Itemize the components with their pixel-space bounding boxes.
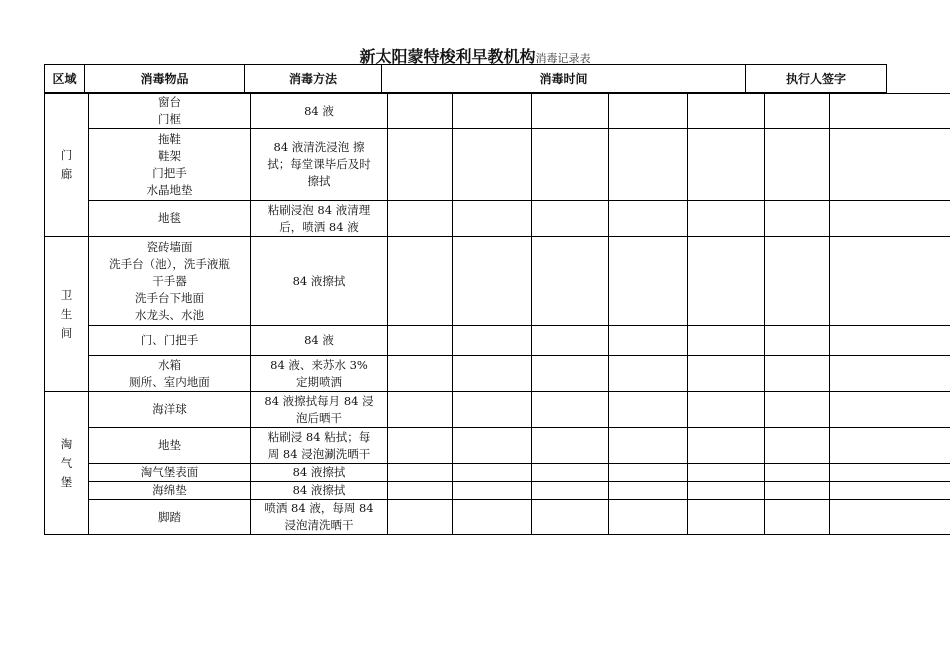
time-entry-cell[interactable] [532, 129, 609, 201]
time-entry-cell[interactable] [453, 500, 532, 535]
header-method: 消毒方法 [245, 65, 382, 93]
signature-cell[interactable] [830, 201, 950, 237]
time-entry-cell[interactable] [765, 326, 830, 356]
time-entry-cell[interactable] [609, 464, 688, 482]
time-entry-cell[interactable] [688, 129, 765, 201]
time-entry-cell[interactable] [388, 94, 453, 129]
time-entry-cell[interactable] [453, 482, 532, 500]
time-entry-cell[interactable] [532, 356, 609, 392]
time-entry-cell[interactable] [688, 392, 765, 428]
time-entry-cell[interactable] [388, 129, 453, 201]
time-entry-cell[interactable] [609, 201, 688, 237]
time-entry-cell[interactable] [609, 392, 688, 428]
signature-cell[interactable] [830, 482, 950, 500]
time-entry-cell[interactable] [532, 428, 609, 464]
time-entry-cell[interactable] [453, 464, 532, 482]
header-row [44, 64, 887, 93]
area-cell [45, 392, 89, 535]
area-char: 卫 [60, 287, 73, 302]
time-entry-cell[interactable] [388, 326, 453, 356]
header-area: 区域 [45, 65, 85, 93]
item-cell: 海绵垫 [89, 482, 251, 500]
header-item: 消毒物品 [85, 65, 245, 93]
table-row [45, 237, 950, 326]
item-cell: 门、门把手 [89, 326, 251, 356]
time-entry-cell[interactable] [453, 129, 532, 201]
method-cell: 84 液清洗浸泡 擦 拭；每堂课毕后及时 擦拭 [251, 129, 388, 201]
signature-cell[interactable] [830, 356, 950, 392]
time-entry-cell[interactable] [532, 237, 609, 326]
time-entry-cell[interactable] [532, 326, 609, 356]
time-entry-cell[interactable] [688, 500, 765, 535]
time-entry-cell[interactable] [609, 356, 688, 392]
time-entry-cell[interactable] [388, 356, 453, 392]
table-row [45, 464, 950, 482]
time-entry-cell[interactable] [532, 201, 609, 237]
time-entry-cell[interactable] [765, 428, 830, 464]
signature-cell[interactable] [830, 428, 950, 464]
table-row [45, 129, 950, 201]
table-row [45, 201, 950, 237]
method-cell: 84 液擦拭 [251, 464, 388, 482]
time-entry-cell[interactable] [765, 482, 830, 500]
time-entry-cell[interactable] [688, 356, 765, 392]
area-char: 门 [60, 148, 73, 162]
time-entry-cell[interactable] [688, 482, 765, 500]
time-entry-cell[interactable] [688, 326, 765, 356]
organization-name: 新太阳蒙特梭利早教机构 [359, 47, 536, 66]
time-entry-cell[interactable] [609, 237, 688, 326]
time-entry-cell[interactable] [765, 201, 830, 237]
item-cell: 海洋球 [89, 392, 251, 428]
method-cell: 84 液擦拭 [251, 237, 388, 326]
header-time: 消毒时间 [382, 65, 746, 93]
header-signer: 执行人签字 [746, 65, 887, 93]
area-cell [45, 94, 89, 237]
area-char: 间 [60, 325, 73, 340]
time-entry-cell[interactable] [688, 464, 765, 482]
time-entry-cell[interactable] [453, 237, 532, 326]
item-cell: 地毯 [89, 201, 251, 237]
table-row [45, 326, 950, 356]
time-entry-cell[interactable] [388, 464, 453, 482]
time-entry-cell[interactable] [532, 392, 609, 428]
time-entry-cell[interactable] [388, 237, 453, 326]
item-cell: 地垫 [89, 428, 251, 464]
method-cell: 喷洒 84 液，每周 84 浸泡清洗晒干 [251, 500, 388, 535]
time-entry-cell[interactable] [609, 94, 688, 129]
time-entry-cell[interactable] [453, 356, 532, 392]
form-name: 消毒记录表 [535, 52, 591, 65]
area-char: 堡 [60, 474, 73, 489]
signature-cell[interactable] [830, 500, 950, 535]
item-cell: 淘气堡表面 [89, 464, 251, 482]
item-cell: 窗台 门框 [89, 94, 251, 129]
time-entry-cell[interactable] [532, 482, 609, 500]
time-entry-cell[interactable] [388, 482, 453, 500]
time-entry-cell[interactable] [765, 356, 830, 392]
table-row [45, 94, 950, 129]
time-entry-cell[interactable] [688, 428, 765, 464]
time-entry-cell[interactable] [388, 500, 453, 535]
area-char: 廊 [60, 167, 73, 181]
table-row [45, 500, 950, 535]
method-cell: 84 液、来苏水 3% 定期喷洒 [251, 356, 388, 392]
time-entry-cell[interactable] [453, 428, 532, 464]
item-cell: 拖鞋 鞋架 门把手 水晶地垫 [89, 129, 251, 201]
item-cell: 水箱 厕所、室内地面 [89, 356, 251, 392]
item-cell: 瓷砖墙面 洗手台（池），洗手液瓶 干手器 洗手台下地面 水龙头、水池 [89, 237, 251, 326]
area-char: 淘 [60, 436, 73, 451]
time-entry-cell[interactable] [532, 464, 609, 482]
area-cell [45, 237, 89, 392]
area-char: 气 [60, 455, 73, 470]
disinfection-table [44, 93, 950, 535]
time-entry-cell[interactable] [453, 94, 532, 129]
item-cell: 脚踏 [89, 500, 251, 535]
method-cell: 84 液擦拭每月 84 浸 泡后晒干 [251, 392, 388, 428]
time-entry-cell[interactable] [532, 500, 609, 535]
signature-cell[interactable] [830, 326, 950, 356]
table-row [45, 428, 950, 464]
signature-cell[interactable] [830, 392, 950, 428]
time-entry-cell[interactable] [765, 129, 830, 201]
time-entry-cell[interactable] [453, 201, 532, 237]
time-entry-cell[interactable] [609, 326, 688, 356]
method-cell: 84 液 [251, 326, 388, 356]
time-entry-cell[interactable] [609, 428, 688, 464]
time-entry-cell[interactable] [453, 326, 532, 356]
method-cell: 粘刷浸 84 粘拭；每 周 84 浸泡涮洗晒干 [251, 428, 388, 464]
time-entry-cell[interactable] [688, 237, 765, 326]
time-entry-cell[interactable] [765, 237, 830, 326]
time-entry-cell[interactable] [765, 464, 830, 482]
time-entry-cell[interactable] [765, 392, 830, 428]
method-cell: 84 液 [251, 94, 388, 129]
time-entry-cell[interactable] [453, 392, 532, 428]
signature-cell[interactable] [830, 129, 950, 201]
time-entry-cell[interactable] [388, 392, 453, 428]
signature-cell[interactable] [830, 237, 950, 326]
table-row [45, 482, 950, 500]
time-entry-cell[interactable] [765, 500, 830, 535]
time-entry-cell[interactable] [765, 94, 830, 129]
time-entry-cell[interactable] [609, 482, 688, 500]
time-entry-cell[interactable] [688, 201, 765, 237]
time-entry-cell[interactable] [388, 201, 453, 237]
area-char: 生 [60, 306, 73, 321]
signature-cell[interactable] [830, 464, 950, 482]
method-cell: 84 液擦拭 [251, 482, 388, 500]
method-cell: 粘刷浸泡 84 液清理 后，喷洒 84 液 [251, 201, 388, 237]
signature-cell[interactable] [830, 94, 950, 129]
time-entry-cell[interactable] [388, 428, 453, 464]
time-entry-cell[interactable] [688, 94, 765, 129]
table-row [45, 392, 950, 428]
time-entry-cell[interactable] [609, 500, 688, 535]
time-entry-cell[interactable] [609, 129, 688, 201]
table-row [45, 356, 950, 392]
time-entry-cell[interactable] [532, 94, 609, 129]
